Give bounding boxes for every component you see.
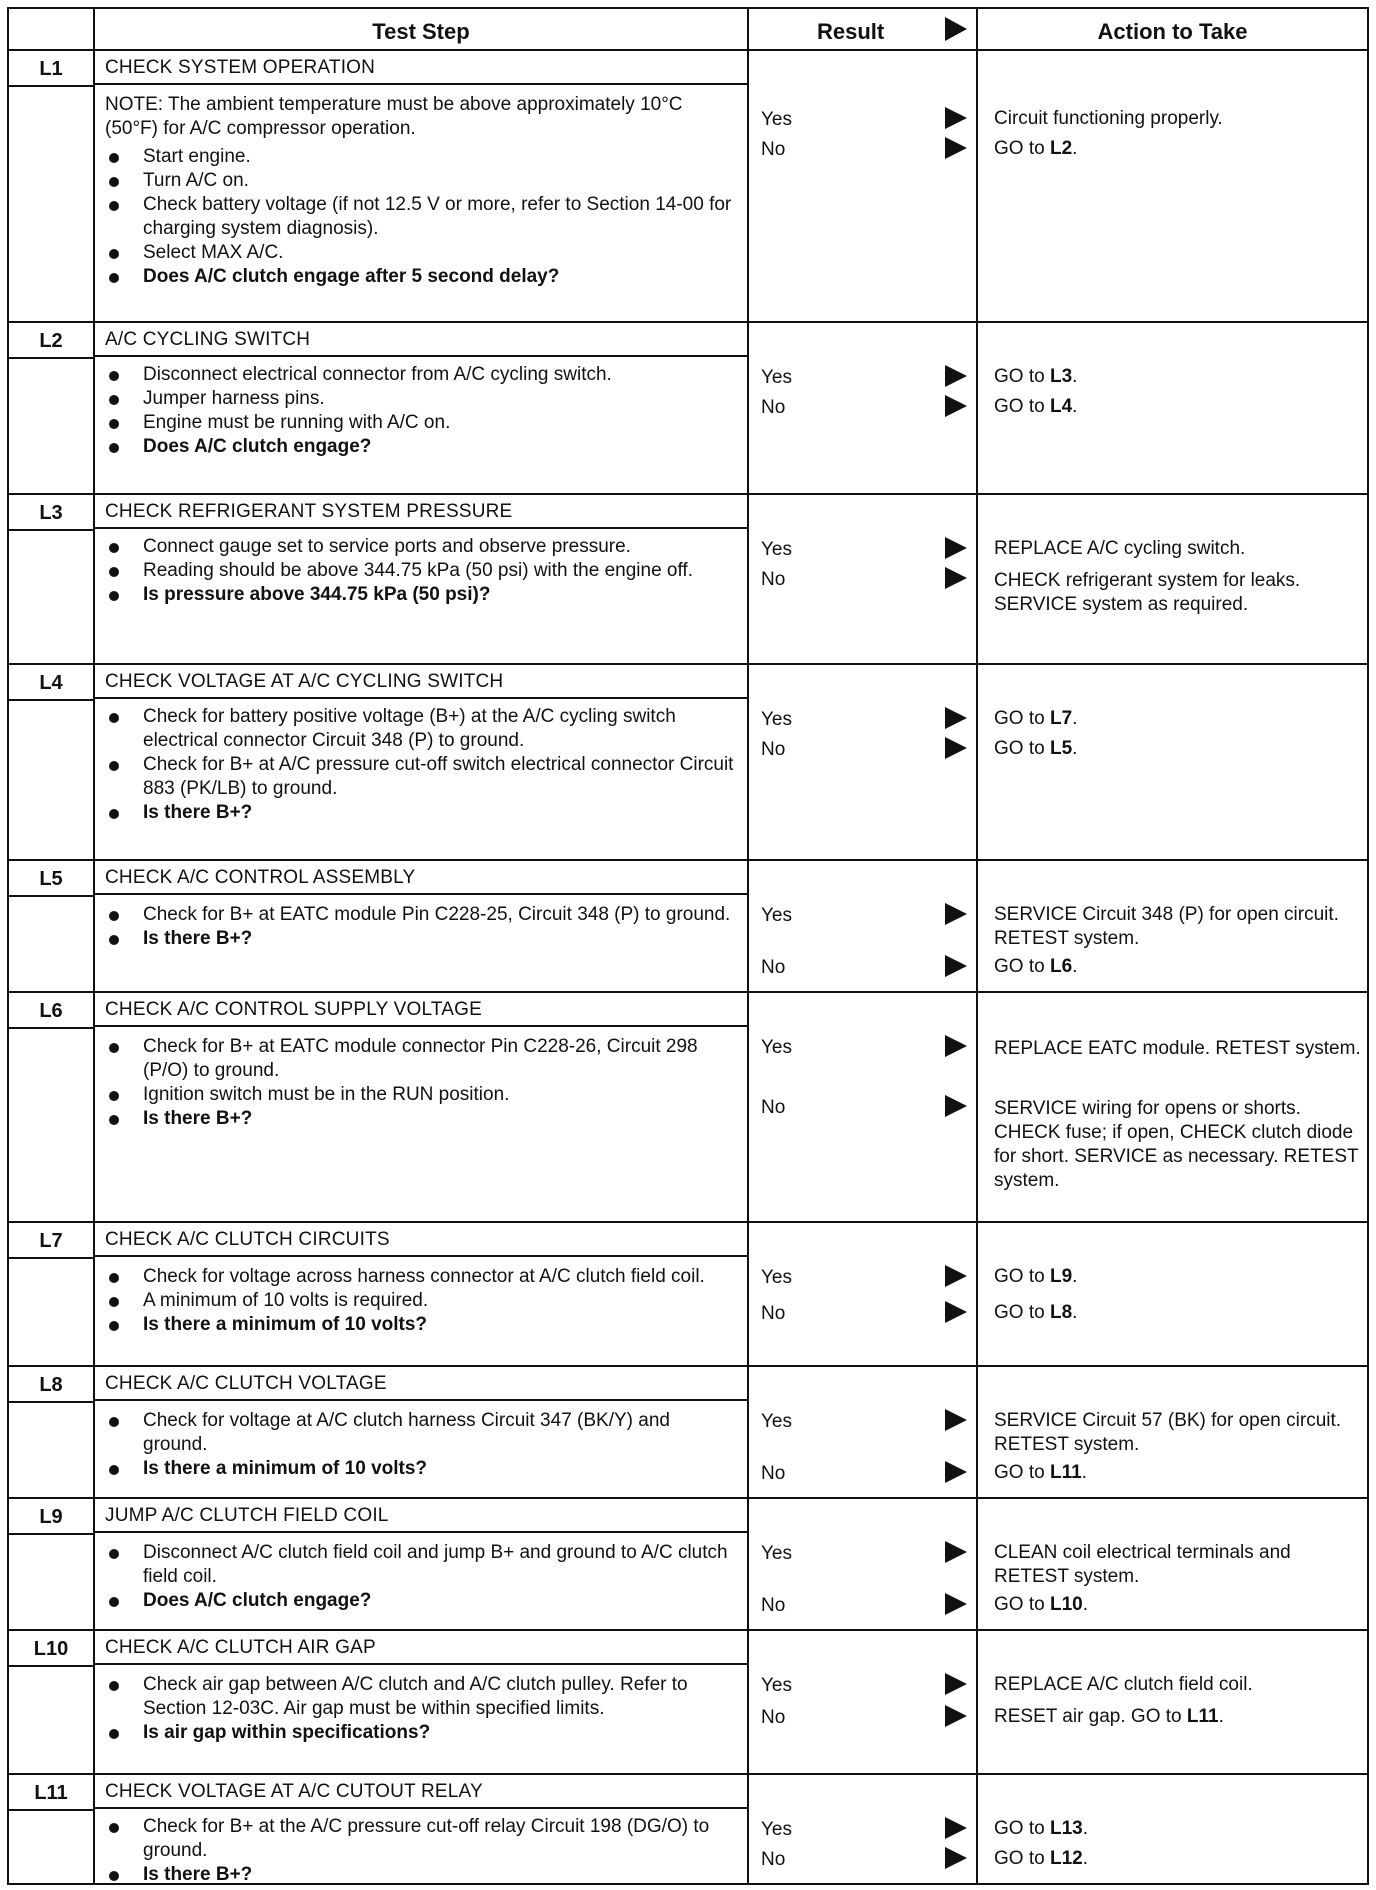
action-yes: REPLACE A/C cycling switch. — [994, 538, 1246, 559]
bullet-icon — [109, 591, 119, 601]
step-body — [105, 903, 735, 951]
action-no: GO to L10. — [994, 1594, 1088, 1615]
step-body — [105, 93, 735, 289]
action-no: SERVICE wiring for opens or shorts. CHECK fuse; if open, CHECK clutch diode for short. SERVICE as necessary. RETEST system. — [994, 1098, 1359, 1191]
list-item: Ignition switch must be in the RUN position. — [105, 1083, 735, 1107]
result-yes: Yes — [761, 539, 792, 560]
list-item: Check battery voltage (if not 12.5 V or more, refer to Section 14-00 for charging system diagnosis). — [105, 193, 735, 241]
arrow-right-icon — [945, 1461, 967, 1483]
list-item: Does A/C clutch engage after 5 second delay? — [105, 265, 735, 289]
step-title: CHECK VOLTAGE AT A/C CYCLING SWITCH — [95, 665, 747, 699]
list-item: Disconnect A/C clutch field coil and jump B+ and ground to A/C clutch field coil. — [105, 1541, 735, 1589]
action-yes: GO to L3. — [994, 366, 1078, 387]
action-no: GO to L5. — [994, 738, 1078, 759]
step-title: CHECK A/C CLUTCH AIR GAP — [95, 1631, 747, 1665]
bullet-icon — [109, 1115, 119, 1125]
step-row-l3 — [9, 495, 1367, 665]
step-title: JUMP A/C CLUTCH FIELD COIL — [95, 1499, 747, 1533]
arrow-right-icon — [945, 737, 967, 759]
list-item: Is there B+? — [105, 801, 735, 825]
bullet-icon — [109, 543, 119, 553]
step-row-l2 — [9, 323, 1367, 495]
step-title: CHECK REFRIGERANT SYSTEM PRESSURE — [95, 495, 747, 529]
step-row-l11 — [9, 1775, 1367, 1883]
step-id: L4 — [39, 672, 63, 694]
step-title: CHECK A/C CONTROL ASSEMBLY — [95, 861, 747, 895]
action-no: GO to L8. — [994, 1302, 1078, 1323]
bullet-icon — [109, 177, 119, 187]
bullet-icon — [109, 1871, 119, 1881]
step-title: CHECK SYSTEM OPERATION — [95, 51, 747, 85]
action-no: GO to L2. — [994, 138, 1078, 159]
action-yes: Circuit functioning properly. — [994, 108, 1223, 129]
result-no: No — [761, 739, 786, 760]
bullet-icon — [109, 1297, 119, 1307]
result-yes: Yes — [761, 109, 792, 130]
arrow-right-icon — [945, 1035, 967, 1057]
step-row-l10 — [9, 1631, 1367, 1775]
bullet-icon — [109, 1729, 119, 1739]
list-item: Is there B+? — [105, 927, 735, 951]
list-item: Select MAX A/C. — [105, 241, 735, 265]
bullet-icon — [109, 935, 119, 945]
result-no: No — [761, 957, 786, 978]
action-yes: CLEAN coil electrical terminals and RETEST system. — [994, 1542, 1291, 1587]
step-body — [105, 1815, 735, 1887]
list-item: Check for B+ at EATC module Pin C228-25, Circuit 348 (P) to ground. — [105, 903, 735, 927]
arrow-right-icon — [945, 17, 967, 41]
result-yes: Yes — [761, 1819, 792, 1840]
arrow-right-icon — [945, 365, 967, 387]
arrow-right-icon — [945, 1817, 967, 1839]
list-item: Check for B+ at the A/C pressure cut-off relay Circuit 198 (DG/O) to ground. — [105, 1815, 735, 1863]
list-item: Turn A/C on. — [105, 169, 735, 193]
action-yes: GO to L7. — [994, 708, 1078, 729]
action-no: GO to L12. — [994, 1848, 1088, 1869]
result-yes: Yes — [761, 709, 792, 730]
list-item: Check for voltage at A/C clutch harness Circuit 347 (BK/Y) and ground. — [105, 1409, 735, 1457]
result-no: No — [761, 397, 786, 418]
step-id: L7 — [39, 1230, 63, 1252]
step-body — [105, 535, 735, 607]
step-id: L10 — [33, 1638, 69, 1660]
list-item: Is there a minimum of 10 volts? — [105, 1457, 735, 1481]
step-body — [105, 1265, 735, 1337]
arrow-right-icon — [945, 707, 967, 729]
step-id: L11 — [34, 1782, 68, 1804]
result-yes: Yes — [761, 905, 792, 926]
step-row-l8 — [9, 1367, 1367, 1499]
bullet-icon — [109, 273, 119, 283]
result-no: No — [761, 1303, 786, 1324]
step-row-l5 — [9, 861, 1367, 993]
result-yes: Yes — [761, 1543, 792, 1564]
arrow-right-icon — [945, 107, 967, 129]
list-item: Check air gap between A/C clutch and A/C clutch pulley. Refer to Section 12-03C. Air gap must be within specified limits. — [105, 1673, 735, 1721]
list-item: Check for B+ at EATC module connector Pin C228-26, Circuit 298 (P/O) to ground. — [105, 1035, 735, 1083]
step-row-l9 — [9, 1499, 1367, 1631]
step-title: CHECK A/C CONTROL SUPPLY VOLTAGE — [95, 993, 747, 1027]
list-item: Is there B+? — [105, 1107, 735, 1131]
bullet-icon — [109, 911, 119, 921]
list-item: Is air gap within specifications? — [105, 1721, 735, 1745]
bullet-icon — [109, 1823, 119, 1833]
action-yes: REPLACE A/C clutch field coil. — [994, 1674, 1253, 1695]
list-item: Does A/C clutch engage? — [105, 435, 735, 459]
arrow-right-icon — [945, 1301, 967, 1323]
result-yes: Yes — [761, 1267, 792, 1288]
step-row-l1 — [9, 51, 1367, 323]
step-row-l6 — [9, 993, 1367, 1223]
step-body — [105, 363, 735, 459]
bullet-icon — [109, 1465, 119, 1475]
list-item: Is there B+? — [105, 1863, 735, 1887]
step-id: L3 — [39, 502, 63, 524]
arrow-right-icon — [945, 1593, 967, 1615]
list-item: Engine must be running with A/C on. — [105, 411, 735, 435]
arrow-right-icon — [945, 1673, 967, 1695]
bullet-icon — [109, 1549, 119, 1559]
action-no: GO to L4. — [994, 396, 1078, 417]
action-yes: SERVICE Circuit 348 (P) for open circuit. RETEST system. — [994, 904, 1339, 949]
result-yes: Yes — [761, 367, 792, 388]
header-result: Result — [817, 19, 885, 44]
step-id: L6 — [39, 1000, 63, 1022]
result-yes: Yes — [761, 1675, 792, 1696]
arrow-right-icon — [945, 1409, 967, 1431]
bullet-icon — [109, 1417, 119, 1427]
arrow-right-icon — [945, 137, 967, 159]
step-title: CHECK A/C CLUTCH CIRCUITS — [95, 1223, 747, 1257]
action-yes: GO to L9. — [994, 1266, 1078, 1287]
action-no: RESET air gap. GO to L11. — [994, 1706, 1224, 1727]
arrow-right-icon — [945, 567, 967, 589]
bullet-icon — [109, 1091, 119, 1101]
result-yes: Yes — [761, 1037, 792, 1058]
arrow-right-icon — [945, 955, 967, 977]
step-body — [105, 705, 735, 825]
step-note: NOTE: The ambient temperature must be above approximately 10°C (50°F) for A/C compressor operation. — [105, 94, 683, 139]
action-no: GO to L6. — [994, 956, 1078, 977]
result-no: No — [761, 1707, 786, 1728]
step-body — [105, 1541, 735, 1613]
step-id: L1 — [39, 58, 63, 80]
arrow-right-icon — [945, 1095, 967, 1117]
bullet-icon — [109, 419, 119, 429]
arrow-right-icon — [945, 537, 967, 559]
bullet-icon — [109, 201, 119, 211]
list-item: Start engine. — [105, 145, 735, 169]
step-title: CHECK A/C CLUTCH VOLTAGE — [95, 1367, 747, 1401]
arrow-right-icon — [945, 1541, 967, 1563]
result-no: No — [761, 1849, 786, 1870]
step-body — [105, 1673, 735, 1745]
bullet-icon — [109, 395, 119, 405]
list-item: Connect gauge set to service ports and observe pressure. — [105, 535, 735, 559]
bullet-icon — [109, 249, 119, 259]
header-action: Action to Take — [1097, 19, 1248, 44]
result-no: No — [761, 1463, 786, 1484]
step-id: L9 — [39, 1506, 63, 1528]
list-item: A minimum of 10 volts is required. — [105, 1289, 735, 1313]
bullet-icon — [109, 1321, 119, 1331]
bullet-icon — [109, 1043, 119, 1053]
list-item: Check for B+ at A/C pressure cut-off switch electrical connector Circuit 883 (PK/LB) to ground. — [105, 753, 735, 801]
list-item: Is pressure above 344.75 kPa (50 psi)? — [105, 583, 735, 607]
bullet-icon — [109, 1273, 119, 1283]
list-item: Check for battery positive voltage (B+) at the A/C cycling switch electrical connector Circuit 348 (P) to ground. — [105, 705, 735, 753]
arrow-right-icon — [945, 1705, 967, 1727]
list-item: Jumper harness pins. — [105, 387, 735, 411]
step-title: A/C CYCLING SWITCH — [95, 323, 747, 357]
result-no: No — [761, 569, 786, 590]
bullet-icon — [109, 809, 119, 819]
arrow-right-icon — [945, 1847, 967, 1869]
step-body — [105, 1035, 735, 1131]
header-test-step: Test Step — [372, 19, 470, 44]
result-yes: Yes — [761, 1411, 792, 1432]
step-title: CHECK VOLTAGE AT A/C CUTOUT RELAY — [95, 1775, 747, 1809]
list-item: Disconnect electrical connector from A/C cycling switch. — [105, 363, 735, 387]
action-no: GO to L11. — [994, 1462, 1087, 1483]
list-item: Is there a minimum of 10 volts? — [105, 1313, 735, 1337]
bullet-icon — [109, 1597, 119, 1607]
bullet-icon — [109, 761, 119, 771]
result-no: No — [761, 1595, 786, 1616]
list-item: Reading should be above 344.75 kPa (50 psi) with the engine off. — [105, 559, 735, 583]
step-id: L8 — [39, 1374, 63, 1396]
step-body — [105, 1409, 735, 1481]
action-yes: SERVICE Circuit 57 (BK) for open circuit. RETEST system. — [994, 1410, 1342, 1455]
table-header — [9, 9, 1367, 51]
arrow-right-icon — [945, 1265, 967, 1287]
step-id: L5 — [39, 868, 63, 890]
action-yes: GO to L13. — [994, 1818, 1088, 1839]
result-no: No — [761, 139, 786, 160]
step-id: L2 — [39, 330, 63, 352]
step-row-l4 — [9, 665, 1367, 861]
result-no: No — [761, 1097, 786, 1118]
bullet-icon — [109, 371, 119, 381]
list-item: Check for voltage across harness connector at A/C clutch field coil. — [105, 1265, 735, 1289]
diagnostic-table — [7, 7, 1369, 1885]
bullet-icon — [109, 1681, 119, 1691]
action-yes: REPLACE EATC module. RETEST system. — [994, 1038, 1361, 1059]
action-no: CHECK refrigerant system for leaks. SERVICE system as required. — [994, 570, 1301, 615]
bullet-icon — [109, 153, 119, 163]
step-row-l7 — [9, 1223, 1367, 1367]
bullet-icon — [109, 567, 119, 577]
list-item: Does A/C clutch engage? — [105, 1589, 735, 1613]
arrow-right-icon — [945, 903, 967, 925]
arrow-right-icon — [945, 395, 967, 417]
bullet-icon — [109, 443, 119, 453]
bullet-icon — [109, 713, 119, 723]
